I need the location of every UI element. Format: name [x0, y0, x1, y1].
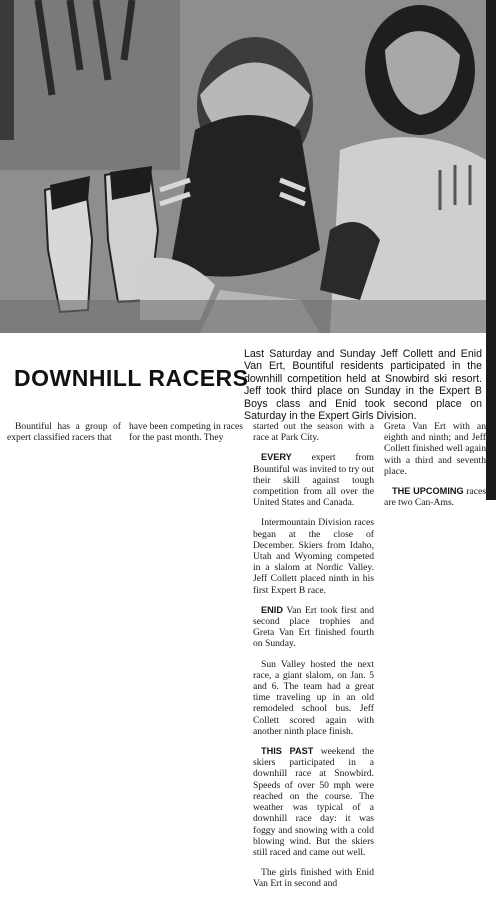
col2-text: have been competing in races for the past month. They [129, 421, 243, 444]
col3-paragraph-4: ENID Van Ert took first and second place trophies and Greta Van Ert finished fourth on Sunday. [253, 604, 374, 650]
col3-paragraph-5: Sun Valley hosted the next race, a giant slalom, on Jan. 5 and 6. The team had a great time traveling up in an old remodeled school bus. Jeff Collett scored again with another ninth place finish. [253, 658, 374, 737]
article-column-1 [7, 421, 121, 452]
col3-paragraph-7: The girls finished with Enid Van Ert in second and [253, 867, 374, 890]
news-photo-skiers [0, 0, 486, 333]
photo-caption: Last Saturday and Sunday Jeff Collett and Enid Van Ert, Bountiful residents participated in the downhill competition held at Snowbird ski resort. Jeff took third place on Sunday in the Expert B Boys class and Enid took second place on Saturday in the Expert Girls Division. [244, 348, 482, 423]
lead-in-enid: ENID [261, 604, 283, 615]
col4-paragraph-1: Greta Van Ert with an eighth and ninth; and Jeff Collett finished well again with a third and seventh place. [384, 421, 486, 477]
headline: DOWNHILL RACERS [14, 365, 249, 391]
col3-paragraph-3: Intermountain Division races began at the close of December. Skiers from Idaho, Utah and Wyoming competed in a slalom at Nordic Valley. Jeff Collett placed ninth in his first Expert B race. [253, 517, 374, 596]
photo-illustration [0, 0, 486, 333]
lead-in-upcoming: THE UPCOMING [392, 486, 464, 497]
page-edge [486, 0, 496, 500]
article-column-4 [384, 421, 486, 517]
col1-text: Bountiful has a group of expert classified racers that [7, 421, 121, 444]
col3-paragraph-1: started out the season with a race at Park City. [253, 421, 374, 444]
col3-paragraph-6: THIS PAST weekend the skiers participated in a downhill race at Snowbird. Speeds of over 50 mph were reached on the course. The weather was typical of a downhill race day: it was foggy and snowing with a cold blowing wind. But the skiers still raced and came out well. [253, 746, 374, 858]
lead-in-this-past: THIS PAST [261, 746, 314, 757]
article-column-3 [253, 421, 374, 899]
article-column-2 [129, 421, 243, 452]
col3-paragraph-2: EVERY expert from Bountiful was invited to try out their skill against tough competition from all over the United States and Canada. [253, 452, 374, 509]
col4-paragraph-2: THE UPCOMING races are two Can-Ams. [384, 486, 486, 509]
lead-in-every: EVERY [261, 452, 292, 463]
